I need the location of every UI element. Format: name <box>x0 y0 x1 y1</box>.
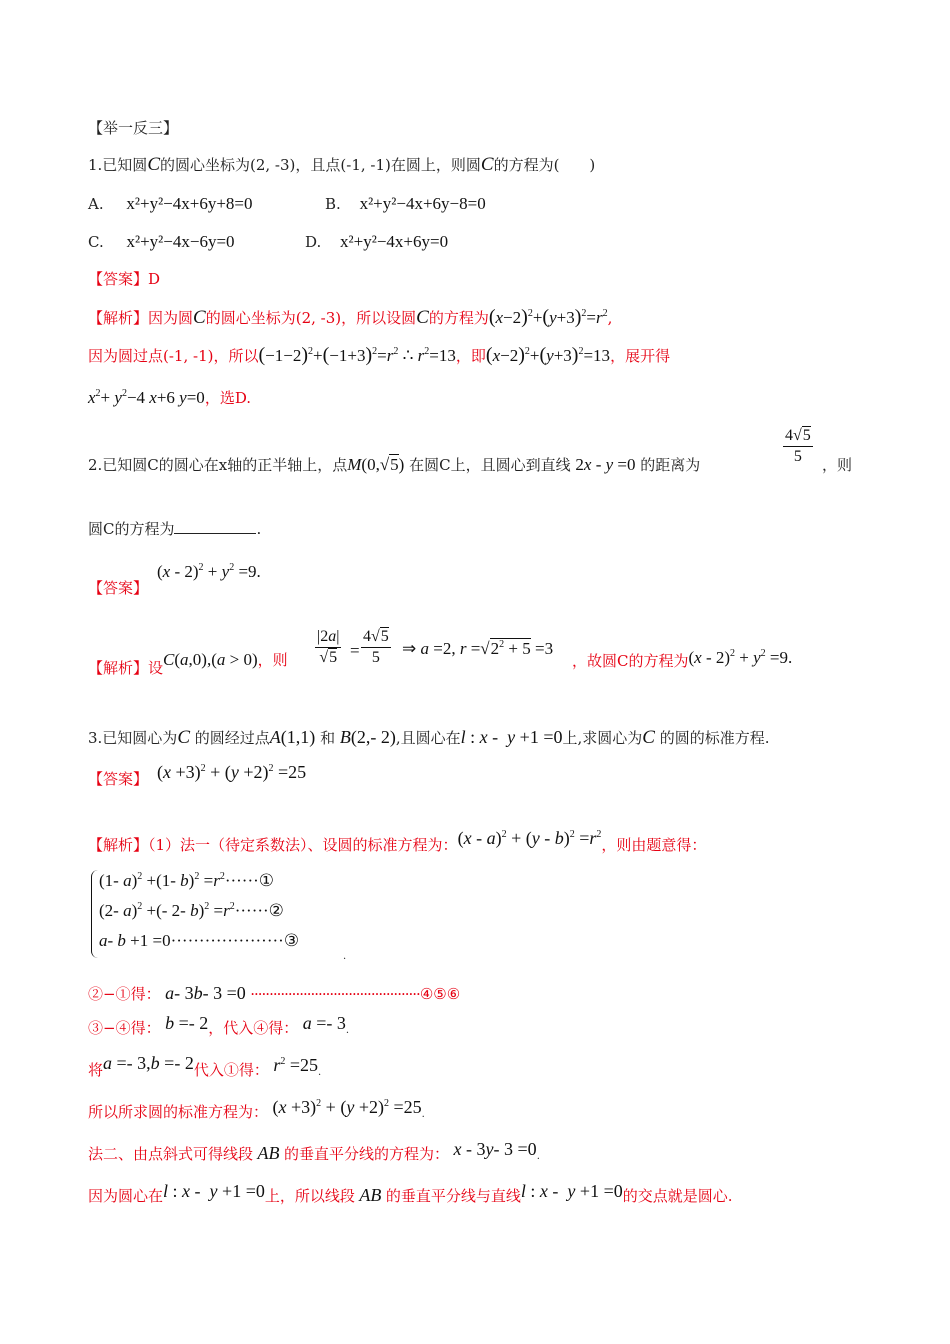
q3-method2: 法二、由点斜式可得线段 AB 的垂直平分线的方程为： x - 3y- 3 =0. <box>88 1139 540 1163</box>
expanded-equation: $x^2+ y^2-4$ x+6 y=0 <box>88 388 205 407</box>
q3-step4: 所以所求圆的标准方程为： $(x +3)^2 + (y +2)^2 =25$. <box>88 1097 425 1121</box>
option-c-label: C. <box>88 233 104 251</box>
period: . <box>256 520 262 538</box>
q3-mid3: 上,求圆心为 <box>562 729 643 747</box>
q3-end: 的圆的标准方程. <box>659 729 770 747</box>
analysis-text: ，选D. <box>204 389 252 407</box>
step-text: 的垂直平分线与直线 <box>385 1187 521 1205</box>
analysis-text: ，故圆C的方程为 <box>572 652 689 670</box>
q3-mid1: 的圆经过点 <box>194 729 270 747</box>
q2-dist: 的距离为 <box>640 456 701 474</box>
q2-stem <box>88 454 700 476</box>
q2-line2-text: 圆C的方程为 <box>88 520 175 538</box>
point-b: B(2,- 2) <box>339 727 396 747</box>
q1-analysis-line2 <box>88 344 670 367</box>
q3-prefix: 3.已知圆心为 <box>88 729 178 747</box>
analysis-text: 的方程为 <box>428 309 489 327</box>
system-eq-3: a- b +1 =0····················③ <box>99 931 300 950</box>
var-c: C <box>193 307 206 328</box>
q3-step1: ②−①得： a- 3b- 3 =0 ·············································④⑤⑥ <box>88 983 461 1003</box>
q2-solution: ⇒ a =2, $r =√2^2 + 5 =3$ <box>402 639 554 658</box>
q1-option-d <box>305 231 448 253</box>
analysis-label: 【解析】 <box>88 836 149 854</box>
abs-fraction: $\frac{|2a|}{√5}$ <box>317 628 340 666</box>
option-b-equation: x²+y²−4x+6y−8=0 <box>359 194 486 213</box>
analysis-text: 的圆心坐标为(2, -3)，所以设圆 <box>205 309 417 327</box>
section-title: 【举一反三】 <box>88 119 179 137</box>
distance-fraction: $\frac{4√5}{5}$ <box>363 628 389 666</box>
q1-suffix: 的方程为( ) <box>493 156 596 174</box>
q3-answer-equation: $(x +3)^2 + (y +2)^2 =25$ <box>157 762 307 782</box>
analysis-text: 因为圆过点(-1, -1)，所以 <box>88 347 259 365</box>
option-a-equation: x²+y²−4x+6y+8=0 <box>126 194 253 213</box>
q2-prefix: 2.已知圆C的圆心在x轴的正半轴上，点 <box>88 456 348 474</box>
q2-answer-label: 【答案】 <box>88 579 149 597</box>
analysis-text: 设 <box>148 659 164 677</box>
q3-step2: ③−④得： b =- 2，代入④得： a =- 3. <box>88 1013 350 1037</box>
analysis-text: ，则由题意得： <box>601 836 707 854</box>
system-brace <box>91 870 98 958</box>
q2-line2 <box>88 518 261 540</box>
point-a: A(1,1) <box>269 727 316 747</box>
q2-end: ，则 <box>822 456 853 474</box>
q1-prefix: 1.已知圆 <box>88 156 148 174</box>
system-eq-1: (1- a)$^2$ +(1- $b)^2 =r^2\cdot\cdot\cdot\cdot\cdot\cdot ①$ <box>99 871 275 890</box>
line-l: l : x - y +1 =0 <box>460 727 563 747</box>
q2-analysis <box>88 650 288 679</box>
option-d-equation: x²+y²−4x+6y=0 <box>340 232 449 251</box>
q1-option-b <box>325 193 486 215</box>
answer-blank <box>174 519 256 534</box>
system-eq-2: (2- a)$^2$ +(- 2- $b)^2 =r^2\cdot\cdot\cdot\cdot\cdot\cdot ②$ <box>99 901 284 920</box>
general-equation: $(x - a)^2 + (y - b)^2 =r^2$ <box>457 828 602 848</box>
step-text: 法二、由点斜式可得线段 <box>88 1145 254 1163</box>
q1-option-a <box>88 193 253 215</box>
step-text: 所以所求圆的标准方程为： <box>88 1103 269 1121</box>
q1-analysis-line3 <box>88 387 251 409</box>
step-text: 上，所以线段 <box>264 1187 355 1205</box>
q3-step3: 将a =- 3,b =- 2代入①得： $r^2 =25$. <box>88 1053 322 1079</box>
circle-equation: $(x-2)^2+(y+3)^2=r^2$ <box>488 306 608 328</box>
step-text: ②−①得： <box>88 985 161 1003</box>
q1-option-c <box>88 231 235 253</box>
analysis-text: （1）法一（待定系数法）、设圆的标准方程为： <box>148 836 458 854</box>
analysis-text: 因为圆 <box>148 309 194 327</box>
var-c: C <box>642 727 655 748</box>
q1-answer: 【答案】D <box>88 270 161 288</box>
var-c: C <box>177 727 190 748</box>
step-text: 将 <box>88 1061 104 1079</box>
distance-fraction: $\frac{4√5}{5}$ <box>785 427 811 465</box>
standard-equation: $(x-2)^2+(y+3)^2=13$ <box>485 344 611 366</box>
step-text: ，代入④得： <box>208 1019 299 1037</box>
q3-answer-label: 【答案】 <box>88 770 149 788</box>
q3-analysis-intro <box>88 828 707 856</box>
var-c: C <box>147 154 160 175</box>
line-equation: 2x - y =0 <box>575 455 636 474</box>
q2-answer-equation: $(x - 2)^2 + y^2 =9$. <box>157 562 261 581</box>
step-text: 的垂直平分线的方程为： <box>284 1145 450 1163</box>
q2-mid: 在圆C上，且圆心到直线 <box>409 456 571 474</box>
equals: = <box>350 641 360 660</box>
step-text: ④⑤⑥ <box>419 985 461 1003</box>
analysis-label: 【解析】 <box>88 659 149 677</box>
var-c: C <box>480 154 494 175</box>
q1-stem <box>88 154 595 176</box>
q1-mid: 的圆心坐标为(2, -3)，且点(-1, -1)在圆上，则圆 <box>160 156 481 174</box>
step-text: ③−④得： <box>88 1019 161 1037</box>
analysis-text: ，则 <box>257 651 288 669</box>
q3-stem <box>88 726 770 749</box>
substitution-equation: $(-1-2)^2+(-1+3)^2=r^2$ ∴ $r^2=13$ <box>258 344 456 366</box>
center-setup: C(a,0),(a > 0) <box>163 650 258 669</box>
q3-and: 和 <box>320 729 336 747</box>
option-c-equation: x²+y²−4x−6y=0 <box>126 232 235 251</box>
var-c: C <box>416 307 429 328</box>
point-m: M(0,√5) <box>347 455 405 474</box>
option-d-label: D. <box>305 233 322 251</box>
analysis-text: ，即 <box>455 347 486 365</box>
step-text: 的交点就是圆心. <box>622 1187 733 1205</box>
q1-analysis-line1: 【解析】因为圆C的圆心坐标为(2, -3)，所以设圆C的方程为$(x-2)^2+(y+3)^2=r^2$, <box>88 306 613 328</box>
analysis-text: ，展开得 <box>610 347 671 365</box>
step-text: 因为圆心在 <box>88 1187 164 1205</box>
option-a-label: A. <box>88 195 104 213</box>
step-text: 代入①得： <box>193 1061 269 1079</box>
q2-conclusion: ，故圆C的方程为$(x - 2)^2 + y^2 =9$. <box>572 648 793 670</box>
q3-mid2: ,且圆心在 <box>395 729 461 747</box>
period: . <box>343 951 347 962</box>
q3-last: 因为圆心在l : x - y +1 =0上，所以线段 AB 的垂直平分线与直线l : x - y +1 =0的交点就是圆心. <box>88 1181 733 1205</box>
option-b-label: B. <box>325 195 341 213</box>
analysis-label: 【解析】 <box>88 309 149 327</box>
